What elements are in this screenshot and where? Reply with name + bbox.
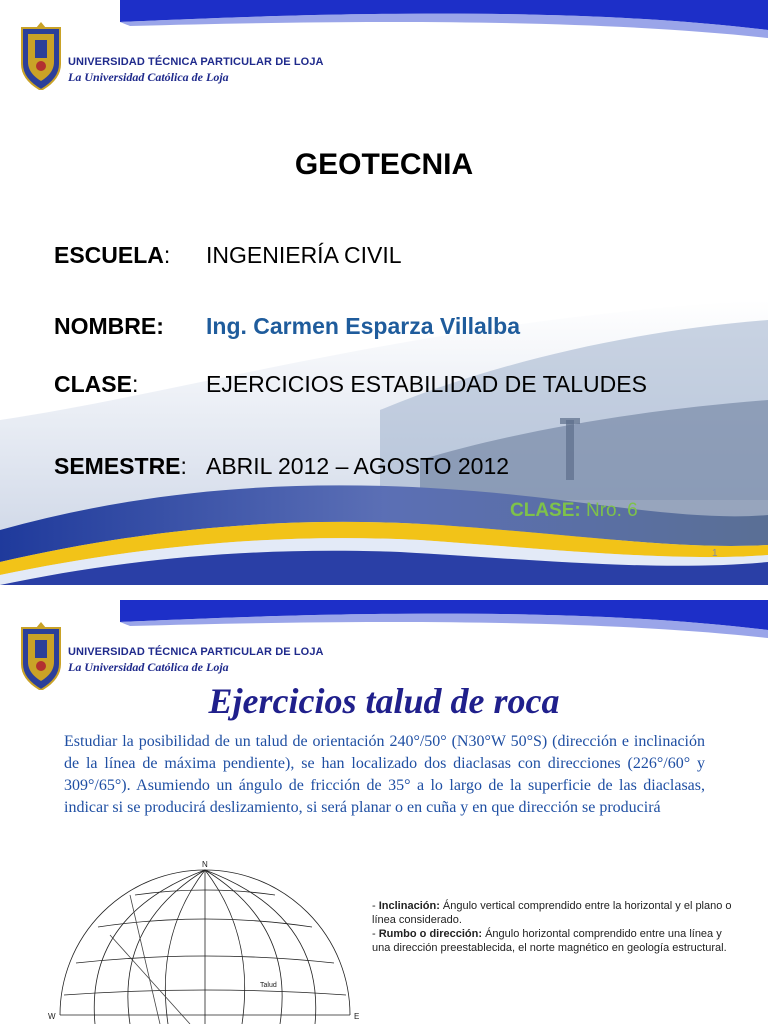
- row-value: INGENIERÍA CIVIL: [206, 242, 402, 268]
- slide-title: Ejercicios talud de roca: [208, 681, 560, 721]
- definition-term: Inclinación:: [378, 900, 440, 912]
- class-number: [510, 500, 638, 522]
- row-value: EJERCICIOS ESTABILIDAD DE TALUDES: [206, 371, 647, 397]
- row-label: CLASE: [54, 371, 132, 397]
- campus-background-art: [0, 300, 768, 585]
- talud-label: Talud: [260, 982, 277, 989]
- east-label: E: [354, 1012, 360, 1021]
- definition-item: [372, 927, 740, 955]
- university-subtitle: La Universidad Católica de Loja: [68, 70, 229, 84]
- row-separator: :: [131, 371, 139, 397]
- class-number-separator: :: [574, 500, 581, 521]
- row-escuela: [54, 242, 402, 269]
- exercise-slide: [0, 600, 768, 1024]
- page-number: 1: [712, 548, 718, 559]
- definition-item: [372, 899, 740, 927]
- row-separator: :: [180, 453, 187, 479]
- row-clase: [54, 371, 647, 398]
- university-name: UNIVERSIDAD TÉCNICA PARTICULAR DE LOJA: [68, 56, 324, 68]
- row-label: SEMESTRE: [54, 453, 181, 479]
- definition-prefix: -: [372, 900, 379, 912]
- definition-prefix: -: [372, 928, 379, 940]
- row-semestre: [54, 453, 510, 480]
- exercise-statement: Estudiar la posibilidad de un talud de orientación 240°/50° (N30°W 50°S) (dirección e inclinación de la línea de máxima pendiente), se han localizado dos diaclasas con direcciones (226°/60° y 309°/65°). Asumiendo un ángulo de fricción de 35° a lo largo de la superficie de las diaclasas, indicar si se producirá deslizamiento, si será planar o en cuña y en que dirección se producirá: [64, 733, 705, 816]
- university-subtitle: La Universidad Católica de Loja: [68, 660, 229, 674]
- row-separator: :: [163, 242, 171, 268]
- row-label: NOMBRE:: [54, 313, 164, 339]
- north-label: N: [202, 860, 208, 869]
- university-crest-icon: [18, 18, 64, 90]
- row-value: Ing. Carmen Esparza Villalba: [206, 313, 521, 339]
- definition-text: Ángulo horizontal comprendido entre una línea y una dirección preestablecida, el norte magnético en geología estructural.: [372, 928, 727, 954]
- class-number-value: Nro. 6: [580, 500, 638, 521]
- west-label: W: [48, 1012, 56, 1021]
- definition-term: Rumbo o dirección:: [378, 928, 483, 940]
- definitions: [372, 899, 740, 955]
- class-number-label: CLASE: [510, 500, 575, 521]
- definition-text: Ángulo vertical comprendido entre la horizontal y el plano o línea considerado.: [372, 900, 732, 926]
- university-name: UNIVERSIDAD TÉCNICA PARTICULAR DE LOJA: [68, 646, 324, 658]
- row-value: ABRIL 2012 – AGOSTO 2012: [206, 453, 510, 479]
- slide-gap: [0, 585, 768, 600]
- stereonet-diagram: [40, 855, 370, 1024]
- slide-title: GEOTECNIA: [294, 148, 474, 181]
- row-label: ESCUELA: [54, 242, 164, 268]
- row-nombre: [54, 313, 521, 340]
